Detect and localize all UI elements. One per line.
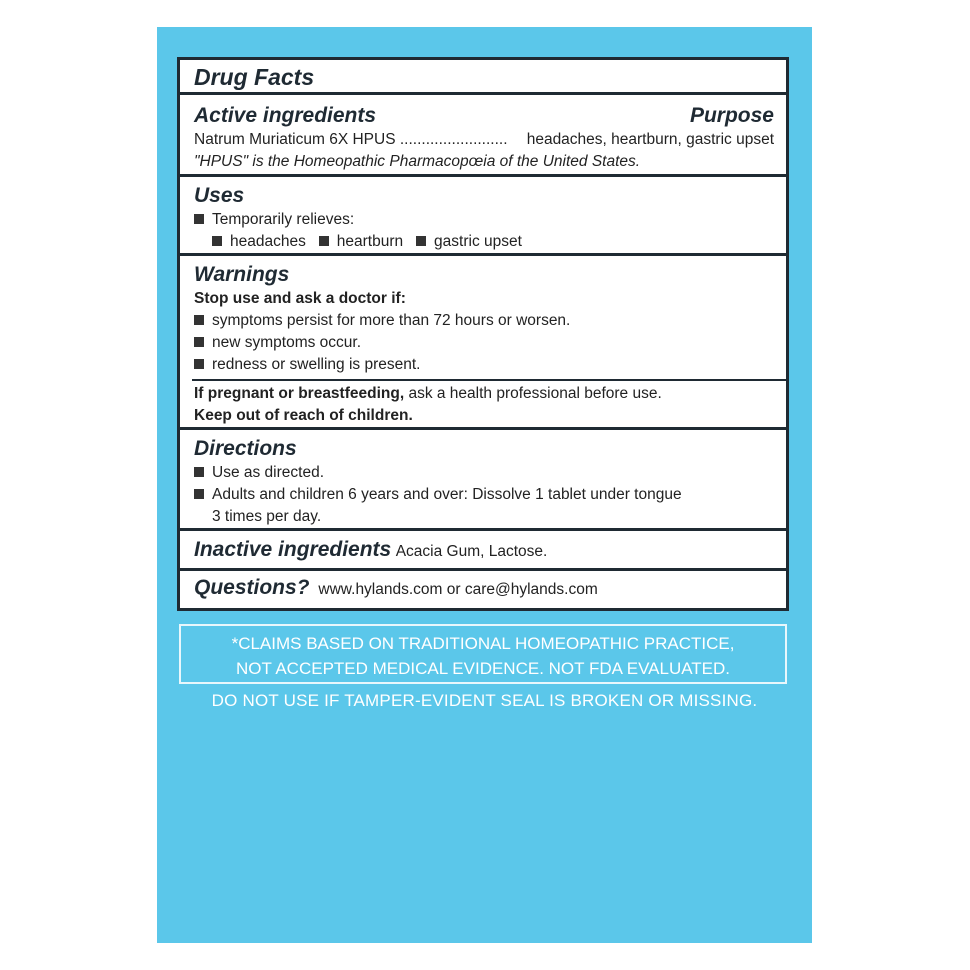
drug-facts-header — [180, 60, 786, 95]
warning-item: redness or swelling is present. — [212, 356, 421, 373]
inactive-heading: Inactive ingredients — [194, 538, 392, 561]
package-panel — [157, 27, 812, 943]
claims-box — [179, 624, 787, 684]
questions-section — [180, 571, 786, 608]
bullet-icon — [416, 236, 426, 246]
questions-heading: Questions? — [194, 576, 310, 599]
claims-line: *CLAIMS BASED ON TRADITIONAL HOMEOPATHIC PRACTICE, — [231, 634, 735, 653]
directions-heading: Directions — [194, 437, 297, 460]
bullet-icon — [194, 337, 204, 347]
leader-dots: ......................... — [399, 131, 508, 148]
warnings-section — [180, 256, 786, 430]
ingredient-name: Natrum Muriaticum 6X HPUS — [194, 131, 396, 148]
warning-item: symptoms persist for more than 72 hours or worsen. — [212, 312, 571, 329]
uses-intro: Temporarily relieves: — [212, 211, 355, 228]
warnings-divider — [192, 379, 786, 427]
drug-facts-box — [177, 57, 789, 611]
bullet-icon — [212, 236, 222, 246]
bullet-icon — [319, 236, 329, 246]
warnings-heading: Warnings — [194, 263, 290, 286]
directions-section — [180, 430, 786, 531]
pregnant-text: ask a health professional before use. — [404, 385, 662, 402]
warning-item: new symptoms occur. — [212, 334, 362, 351]
uses-heading: Uses — [194, 184, 245, 207]
claims-line: NOT ACCEPTED MEDICAL EVIDENCE. NOT FDA EVALUATED. — [235, 659, 731, 678]
active-ingredients-heading: Active ingredients — [194, 104, 377, 127]
uses-section — [180, 177, 786, 256]
hpus-note: "HPUS" is the Homeopathic Pharmacopœia of the United States. — [194, 153, 641, 170]
seal-warning: DO NOT USE IF TAMPER-EVIDENT SEAL IS BROKEN OR MISSING. — [211, 691, 758, 710]
direction-item: Adults and children 6 years and over: Dissolve 1 tablet under tongue — [212, 486, 682, 503]
bullet-icon — [194, 489, 204, 499]
active-ingredients-section — [180, 95, 786, 177]
drug-facts-title: Drug Facts — [194, 64, 315, 90]
purpose-heading: Purpose — [689, 104, 774, 127]
stop-use-line: Stop use and ask a doctor if: — [194, 290, 406, 307]
keep-out-line: Keep out of reach of children. — [194, 407, 413, 424]
active-ingredient-line — [194, 129, 774, 151]
direction-item-cont: 3 times per day. — [212, 508, 322, 525]
use-item: gastric upset — [434, 233, 522, 250]
bullet-icon — [194, 359, 204, 369]
pregnant-bold: If pregnant or breastfeeding, — [194, 385, 405, 402]
inactive-section — [180, 531, 786, 571]
bullet-icon — [194, 315, 204, 325]
use-item: heartburn — [336, 233, 404, 250]
use-item: headaches — [230, 233, 306, 250]
questions-text: www.hylands.com or care@hylands.com — [318, 581, 598, 598]
bullet-icon — [194, 214, 204, 224]
bullet-icon — [194, 467, 204, 477]
inactive-text: Acacia Gum, Lactose. — [395, 543, 548, 560]
direction-item: Use as directed. — [212, 464, 324, 481]
ingredient-purpose: headaches, heartburn, gastric upset — [526, 131, 774, 148]
